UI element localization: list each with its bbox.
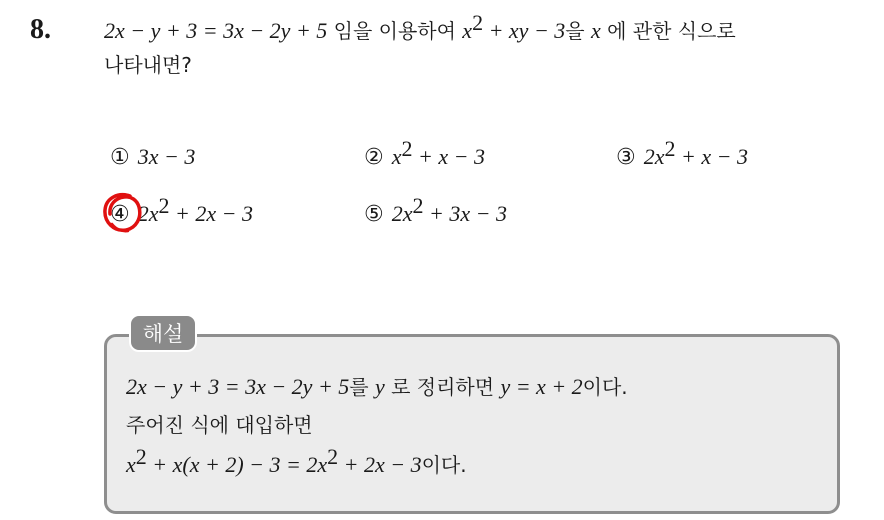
explanation-line-1 [126,372,628,402]
choice-mark: ⑤ [364,202,384,227]
choice-expression-exponent: 2 [401,136,413,161]
explanation-text: 주어진 식에 대입하면 [126,413,313,437]
explanation-text: 로 정리하면 [384,375,501,399]
choice-expression-exponent: 2 [412,193,424,218]
choice-expression-base: 2x [643,144,665,169]
explanation-text: 이다. [421,453,467,477]
explanation-variable: y [374,374,385,399]
explanation-expr: + 2x − 3 [338,452,422,477]
choice-expression-rest: + x − 3 [412,144,485,169]
explanation-text: 이다. [582,375,628,399]
explanation-exponent: 2 [135,444,147,469]
target-expression-rest: + xy − 3 [483,18,566,43]
choice-mark: ② [364,145,384,170]
choice-expression: 3x − 3 [137,144,196,169]
question-number: 8. [30,14,51,45]
choice-expression-base: 2x [391,201,413,226]
question-text-line2: 나타내면? [104,53,192,77]
explanation-line-2 [126,410,313,440]
choice-3[interactable] [616,136,748,172]
choice-expression-rest: + 2x − 3 [169,201,253,226]
choice-5[interactable] [364,193,507,229]
target-expression-exponent: 2 [472,10,484,35]
explanation-tab: 해설 [129,314,197,352]
explanation-line-3 [126,444,467,480]
choice-expression-exponent: 2 [664,136,676,161]
choice-expression-base: 2x [137,201,159,226]
choice-mark: ④ [110,202,130,227]
explanation-exponent: 2 [327,444,339,469]
answer-circle-mark [100,190,146,236]
explanation-expr: + x(x + 2) − 3 = 2x [146,452,328,477]
question-text-part3: 에 관한 식으로 [600,19,736,43]
question-text-part1: 임을 이용하여 [327,19,463,43]
target-expression-base: x [462,18,473,43]
choice-mark: ③ [616,145,636,170]
explanation-text: 를 [349,375,375,399]
choice-expression-rest: + x − 3 [675,144,748,169]
choice-2[interactable] [364,136,485,172]
question-variable: x [590,18,601,43]
choice-expression-base: x [391,144,402,169]
question-text-part2: 을 [565,19,591,43]
choice-1[interactable] [110,142,195,172]
explanation-expr: x [126,452,136,477]
choice-mark: ① [110,145,130,170]
choice-expression-rest: + 3x − 3 [423,201,507,226]
question-text [104,10,874,82]
given-equation: 2x − y + 3 = 3x − 2y + 5 [104,18,328,43]
explanation-result: y = x + 2 [500,374,583,399]
explanation-equation: 2x − y + 3 = 3x − 2y + 5 [126,374,350,399]
choice-expression-exponent: 2 [158,193,170,218]
